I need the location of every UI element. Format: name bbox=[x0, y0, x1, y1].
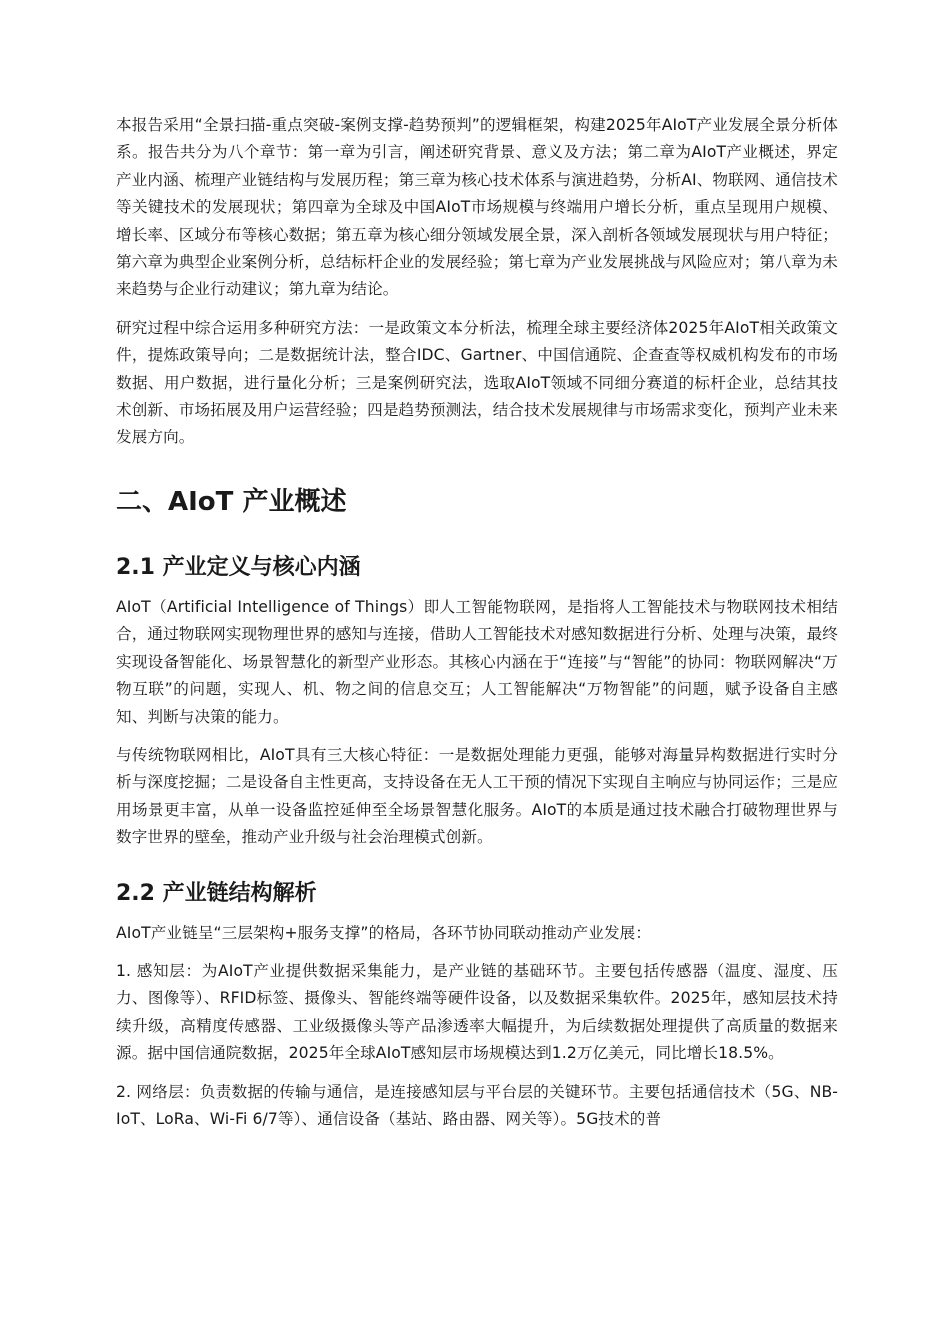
chapter-title: 二、AIoT 产业概述 bbox=[116, 486, 347, 517]
document-page bbox=[116, 112, 838, 1144]
intro-paragraph-1: 本报告采用“全景扫描-重点突破-案例支撑-趋势预判”的逻辑框架，构建2025年AIoT产业发展全景分析体系。报告共分为八个章节：第一章为引言，阐述研究背景、意义及方法；第二章为AIoT产业概述，界定产业内涵、梳理产业链结构与发展历程；第三章为核心技术体系与演进趋势，分析AI、物联网、通信技术等关键技术的发展现状；第四章为全球及中国AIoT市场规模与终端用户增长分析，重点呈现用户规模、增长率、区域分布等核心数据；第五章为核心细分领域发展全景，深入剖析各领域发展现状与用户特征；第六章为典型企业案例分析，总结标杆企业的发展经验；第七章为产业发展挑战与风险应对；第八章为未来趋势与企业行动建议；第九章为结论。 bbox=[116, 116, 838, 299]
section-2-2-intro: AIoT产业链呈“三层架构+服务支撑”的格局，各环节协同联动推动产业发展： bbox=[116, 923, 652, 942]
section-2-2-title: 2.2 产业链结构解析 bbox=[116, 880, 317, 906]
section-2-1-paragraph-2: 与传统物联网相比，AIoT具有三大核心特征：一是数据处理能力更强，能够对海量异构数据进行实时分析与深度挖掘；二是设备自主性更高，支持设备在无人工干预的情况下实现自主响应与协同运作；三是应用场景更丰富，从单一设备监控延伸至全场景智慧化服务。AIoT的本质是通过技术融合打破物理世界与数字世界的壁垒，推动产业升级与社会治理模式创新。 bbox=[116, 745, 838, 847]
section-2-2-item-2: 2. 网络层：负责数据的传输与通信，是连接感知层与平台层的关键环节。主要包括通信技术（5G、NB-IoT、LoRa、Wi-Fi 6/7等）、通信设备（基站、路由器、网关等）。5G技术的普 bbox=[116, 1082, 838, 1128]
section-2-2-item-1: 1. 感知层：为AIoT产业提供数据采集能力，是产业链的基础环节。主要包括传感器（温度、湿度、压力、图像等）、RFID标签、摄像头、智能终端等硬件设备，以及数据采集软件。2025年，感知层技术持续升级，高精度传感器、工业级摄像头等产品渗透率大幅提升，为后续数据处理提供了高质量的数据来源。据中国信通院数据，2025年全球AIoT感知层市场规模达到1.2万亿美元，同比增长18.5%。 bbox=[116, 961, 838, 1063]
section-2-1-title: 2.1 产业定义与核心内涵 bbox=[116, 554, 361, 580]
section-2-1-paragraph-1: AIoT（Artificial Intelligence of Things）即人工智能物联网，是指将人工智能技术与物联网技术相结合，通过物联网实现物理世界的感知与连接，借助人工智能技术对感知数据进行分析、处理与决策，最终实现设备智能化、场景智慧化的新型产业形态。其核心内涵在于“连接”与“智能”的协同：物联网解决“万物互联”的问题，实现人、机、物之间的信息交互；人工智能解决“万物智能”的问题，赋予设备自主感知、判断与决策的能力。 bbox=[116, 597, 838, 726]
intro-paragraph-2: 研究过程中综合运用多种研究方法：一是政策文本分析法，梳理全球主要经济体2025年AIoT相关政策文件，提炼政策导向；二是数据统计法，整合IDC、Gartner、中国信通院、企查查等权威机构发布的市场数据、用户数据，进行量化分析；三是案例研究法，选取AIoT领域不同细分赛道的标杆企业，总结其技术创新、市场拓展及用户运营经验；四是趋势预测法，结合技术发展规律与市场需求变化，预判产业未来发展方向。 bbox=[116, 318, 838, 447]
